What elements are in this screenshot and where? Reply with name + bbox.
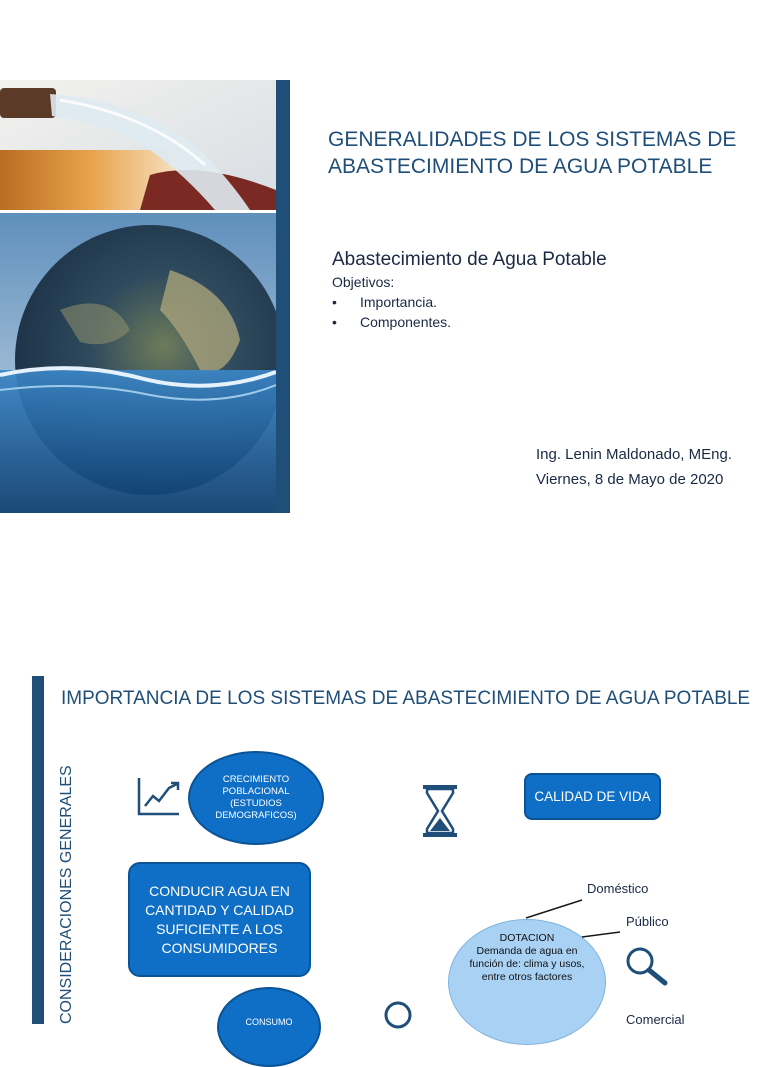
objective-item: • Importancia. [332,294,438,310]
crecimiento-poblacional-ellipse: CRECIMIENTO POBLACIONAL (ESTUDIOS DEMOGRAFICOS) [188,751,324,845]
date: Viernes, 8 de Mayo de 2020 [536,471,724,488]
slide2-title: IMPORTANCIA DE LOS SISTEMAS DE ABASTECIMIENTO DE AGUA POTABLE [61,688,751,709]
calidad-de-vida-box: CALIDAD DE VIDA [524,773,661,820]
objectives-label: Objetivos: [332,274,395,290]
dotacion-title: DOTACION [499,932,555,944]
bullet-icon: • [332,314,337,330]
uso-domestico-label: Doméstico [587,881,649,896]
dotacion-body: Demanda de agua en función de: clima y usos, entre otros factores [469,945,585,983]
slide1-subtitle: Abastecimiento de Agua Potable [332,249,607,270]
side-label: CONSIDERACIONES GENERALES [58,765,75,1024]
uso-comercial-label: Comercial [626,1012,685,1027]
author: Ing. Lenin Maldonado, MEng. [536,446,732,463]
uso-publico-label: Público [626,914,669,929]
conducir-agua-box: CONDUCIR AGUA EN CANTIDAD Y CALIDAD SUFICIENTE A LOS CONSUMIDORES [128,862,311,977]
consumo-ellipse: CONSUMO [217,987,321,1067]
bullet-icon: • [332,294,337,310]
objective-item: • Componentes. [332,314,452,330]
magnifier-icon [623,945,671,985]
slide1-title: GENERALIDADES DE LOS SISTEMAS DE ABASTECIMIENTO DE AGUA POTABLE [328,128,737,178]
